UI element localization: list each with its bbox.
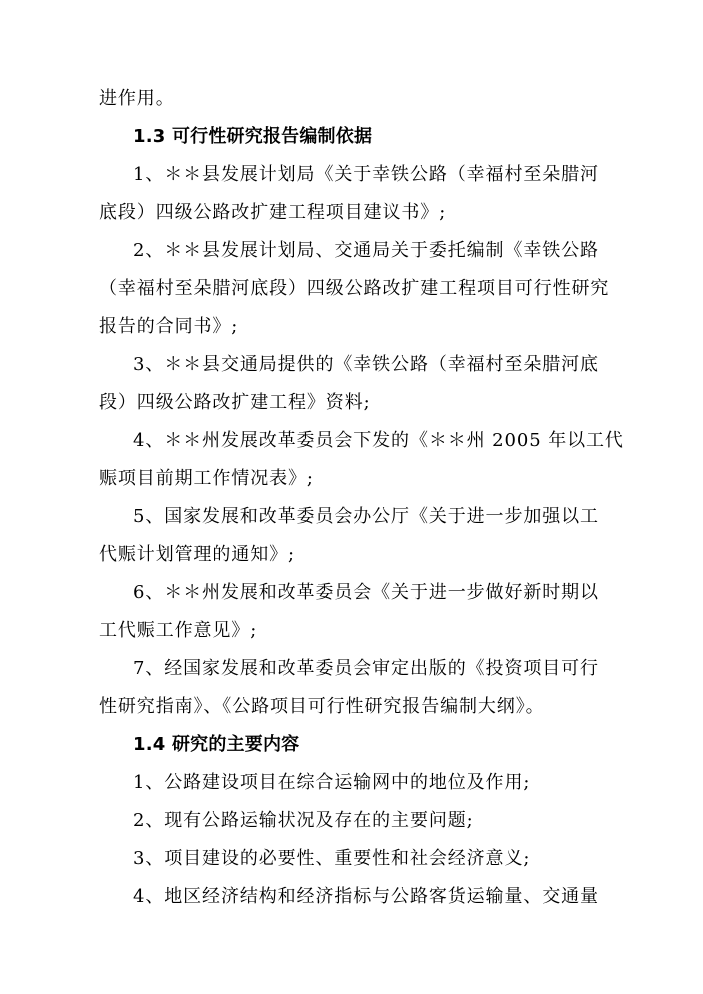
basis-item-2-line-3: 报告的合同书》; bbox=[99, 316, 239, 337]
section-heading-1-3: 1.3 可行性研究报告编制依据 bbox=[133, 126, 373, 147]
basis-item-2-line-1: 2、＊＊县发展计划局、交通局关于委托编制《幸铁公路 bbox=[133, 240, 599, 261]
basis-item-5-line-2: 代赈计划管理的通知》; bbox=[99, 544, 295, 565]
basis-item-5-line-1: 5、国家发展和改革委员会办公厅《关于进一步加强以工 bbox=[133, 506, 599, 527]
content-item-2: 2、现有公路运输状况及存在的主要问题; bbox=[133, 810, 474, 831]
basis-item-2-line-2: （幸福村至朵腊河底段）四级公路改扩建工程项目可行性研究 bbox=[99, 278, 610, 299]
basis-item-6-line-1: 6、＊＊州发展和改革委员会《关于进一步做好新时期以 bbox=[133, 582, 599, 603]
section-heading-1-4: 1.4 研究的主要内容 bbox=[133, 734, 300, 755]
basis-item-1-line-1: 1、＊＊县发展计划局《关于幸铁公路（幸福村至朵腊河 bbox=[133, 164, 599, 185]
basis-item-6-line-2: 工代赈工作意见》; bbox=[99, 620, 258, 641]
basis-item-4-line-2: 赈项目前期工作情况表》; bbox=[99, 468, 314, 489]
basis-item-3-line-1: 3、＊＊县交通局提供的《幸铁公路（幸福村至朵腊河底 bbox=[133, 354, 599, 375]
basis-item-7-line-2: 性研究指南》、《公路项目可行性研究报告编制大纲》。 bbox=[99, 696, 545, 717]
content-item-3: 3、项目建设的必要性、重要性和社会经济意义; bbox=[133, 848, 531, 869]
basis-item-3-line-2: 段）四级公路改扩建工程》资料; bbox=[99, 392, 371, 413]
content-item-4: 4、地区经济结构和经济指标与公路客货运输量、交通量 bbox=[133, 886, 599, 907]
content-item-1: 1、公路建设项目在综合运输网中的地位及作用; bbox=[133, 772, 531, 793]
basis-item-7-line-1: 7、经国家发展和改革委员会审定出版的《投资项目可行 bbox=[133, 658, 599, 679]
basis-item-4-line-1: 4、＊＊州发展改革委员会下发的《＊＊州 2005 年以工代 bbox=[133, 430, 624, 451]
text-line-1: 进作用。 bbox=[99, 88, 175, 109]
basis-item-1-line-2: 底段）四级公路改扩建工程项目建议书》; bbox=[99, 202, 447, 223]
